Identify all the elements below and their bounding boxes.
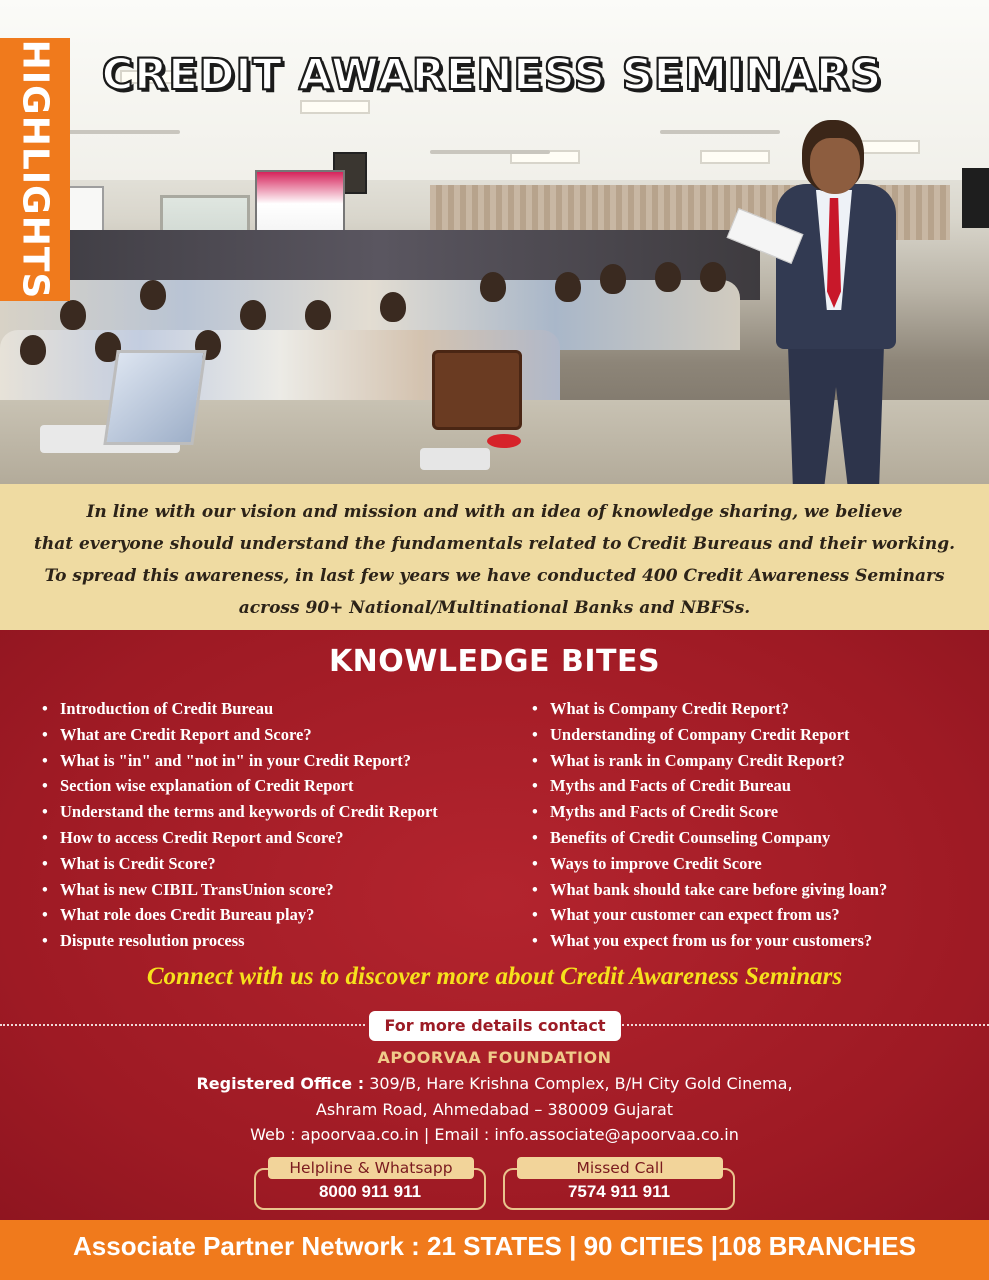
contact-pill: For more details contact — [369, 1011, 621, 1041]
attendee — [20, 335, 46, 365]
page-title: CREDIT AWARENESS SEMINARS — [101, 50, 883, 100]
missed-call-label: Missed Call — [517, 1157, 723, 1179]
highlights-tab — [0, 38, 70, 301]
list-item: • Myths and Facts of Credit Score — [532, 799, 887, 825]
organization-name: APOORVAA FOUNDATION — [377, 1048, 612, 1067]
intro-line: that everyone should understand the fundamentals related to Credit Bureaus and their working. — [34, 534, 955, 554]
ceiling-light — [300, 100, 370, 114]
topics-list-right — [532, 696, 887, 954]
attendee — [380, 292, 406, 322]
list-item: • Understanding of Company Credit Report — [532, 722, 887, 748]
connect-tagline: Connect with us to discover more about Credit Awareness Seminars — [146, 963, 843, 990]
office-label: Registered Office : — [196, 1074, 365, 1093]
helpline-label: Helpline & Whatsapp — [268, 1157, 474, 1179]
list-item: • Myths and Facts of Credit Bureau — [532, 773, 887, 799]
list-item: • Introduction of Credit Bureau — [42, 696, 438, 722]
attendee — [60, 300, 86, 330]
list-item: • What role does Credit Bureau play? — [42, 902, 438, 928]
partner-network-footer: Associate Partner Network : 21 STATES | 90 CITIES |108 BRANCHES — [0, 1220, 989, 1280]
intro-line: In line with our vision and mission and with an idea of knowledge sharing, we believe — [86, 502, 903, 522]
presenter — [760, 120, 920, 484]
list-item: • What is new CIBIL TransUnion score? — [42, 877, 438, 903]
knowledge-section — [0, 630, 989, 1220]
attendee — [140, 280, 166, 310]
ceiling-fan — [60, 130, 180, 134]
intro-line: To spread this awareness, in last few years we have conducted 400 Credit Awareness Seminars — [44, 566, 945, 586]
list-item: • Ways to improve Credit Score — [532, 851, 887, 877]
intro-line: across 90+ National/Multinational Banks and NBFSs. — [238, 598, 751, 618]
red-ring — [487, 434, 521, 448]
wooden-chair — [432, 350, 522, 430]
attendee — [240, 300, 266, 330]
topics-list-left — [42, 696, 438, 954]
list-item: • What is "in" and "not in" in your Credit Report? — [42, 748, 438, 774]
helpline-box — [254, 1159, 486, 1210]
loudspeaker — [962, 168, 989, 228]
projector — [420, 448, 490, 470]
helpline-number[interactable]: 8000 911 911 — [318, 1182, 422, 1201]
list-item: • What you expect from us for your customers? — [532, 928, 887, 954]
list-item: • Dispute resolution process — [42, 928, 438, 954]
list-item: • What is Credit Score? — [42, 851, 438, 877]
ceiling-fan — [430, 150, 550, 154]
dotted-divider — [622, 1024, 989, 1026]
office-address-line1: 309/B, Hare Krishna Complex, B/H City Gold Cinema, — [364, 1074, 793, 1093]
list-item: • Understand the terms and keywords of Credit Report — [42, 799, 438, 825]
missed-call-number[interactable]: 7574 911 911 — [567, 1182, 671, 1201]
highlights-label: HIGHLIGHTS — [14, 39, 56, 300]
web-email-line[interactable]: Web : apoorvaa.co.in | Email : info.associate@apoorvaa.co.in — [250, 1125, 739, 1144]
list-item: • What your customer can expect from us? — [532, 902, 887, 928]
dotted-divider — [0, 1024, 365, 1026]
attendee — [700, 262, 726, 292]
attendee — [555, 272, 581, 302]
list-item: • What bank should take care before giving loan? — [532, 877, 887, 903]
laptop — [103, 350, 206, 445]
intro-band — [0, 484, 989, 630]
attendee — [480, 272, 506, 302]
knowledge-bites-heading: KNOWLEDGE BITES — [328, 644, 661, 679]
office-address-line2: Ashram Road, Ahmedabad – 380009 Gujarat — [315, 1100, 674, 1119]
list-item: • Benefits of Credit Counseling Company — [532, 825, 887, 851]
list-item: • What are Credit Report and Score? — [42, 722, 438, 748]
attendee — [600, 264, 626, 294]
registered-office — [0, 1074, 989, 1093]
list-item: • What is Company Credit Report? — [532, 696, 887, 722]
attendee — [305, 300, 331, 330]
missed-call-box — [503, 1159, 735, 1210]
list-item: • What is rank in Company Credit Report? — [532, 748, 887, 774]
attendee — [655, 262, 681, 292]
list-item: • How to access Credit Report and Score? — [42, 825, 438, 851]
list-item: • Section wise explanation of Credit Report — [42, 773, 438, 799]
